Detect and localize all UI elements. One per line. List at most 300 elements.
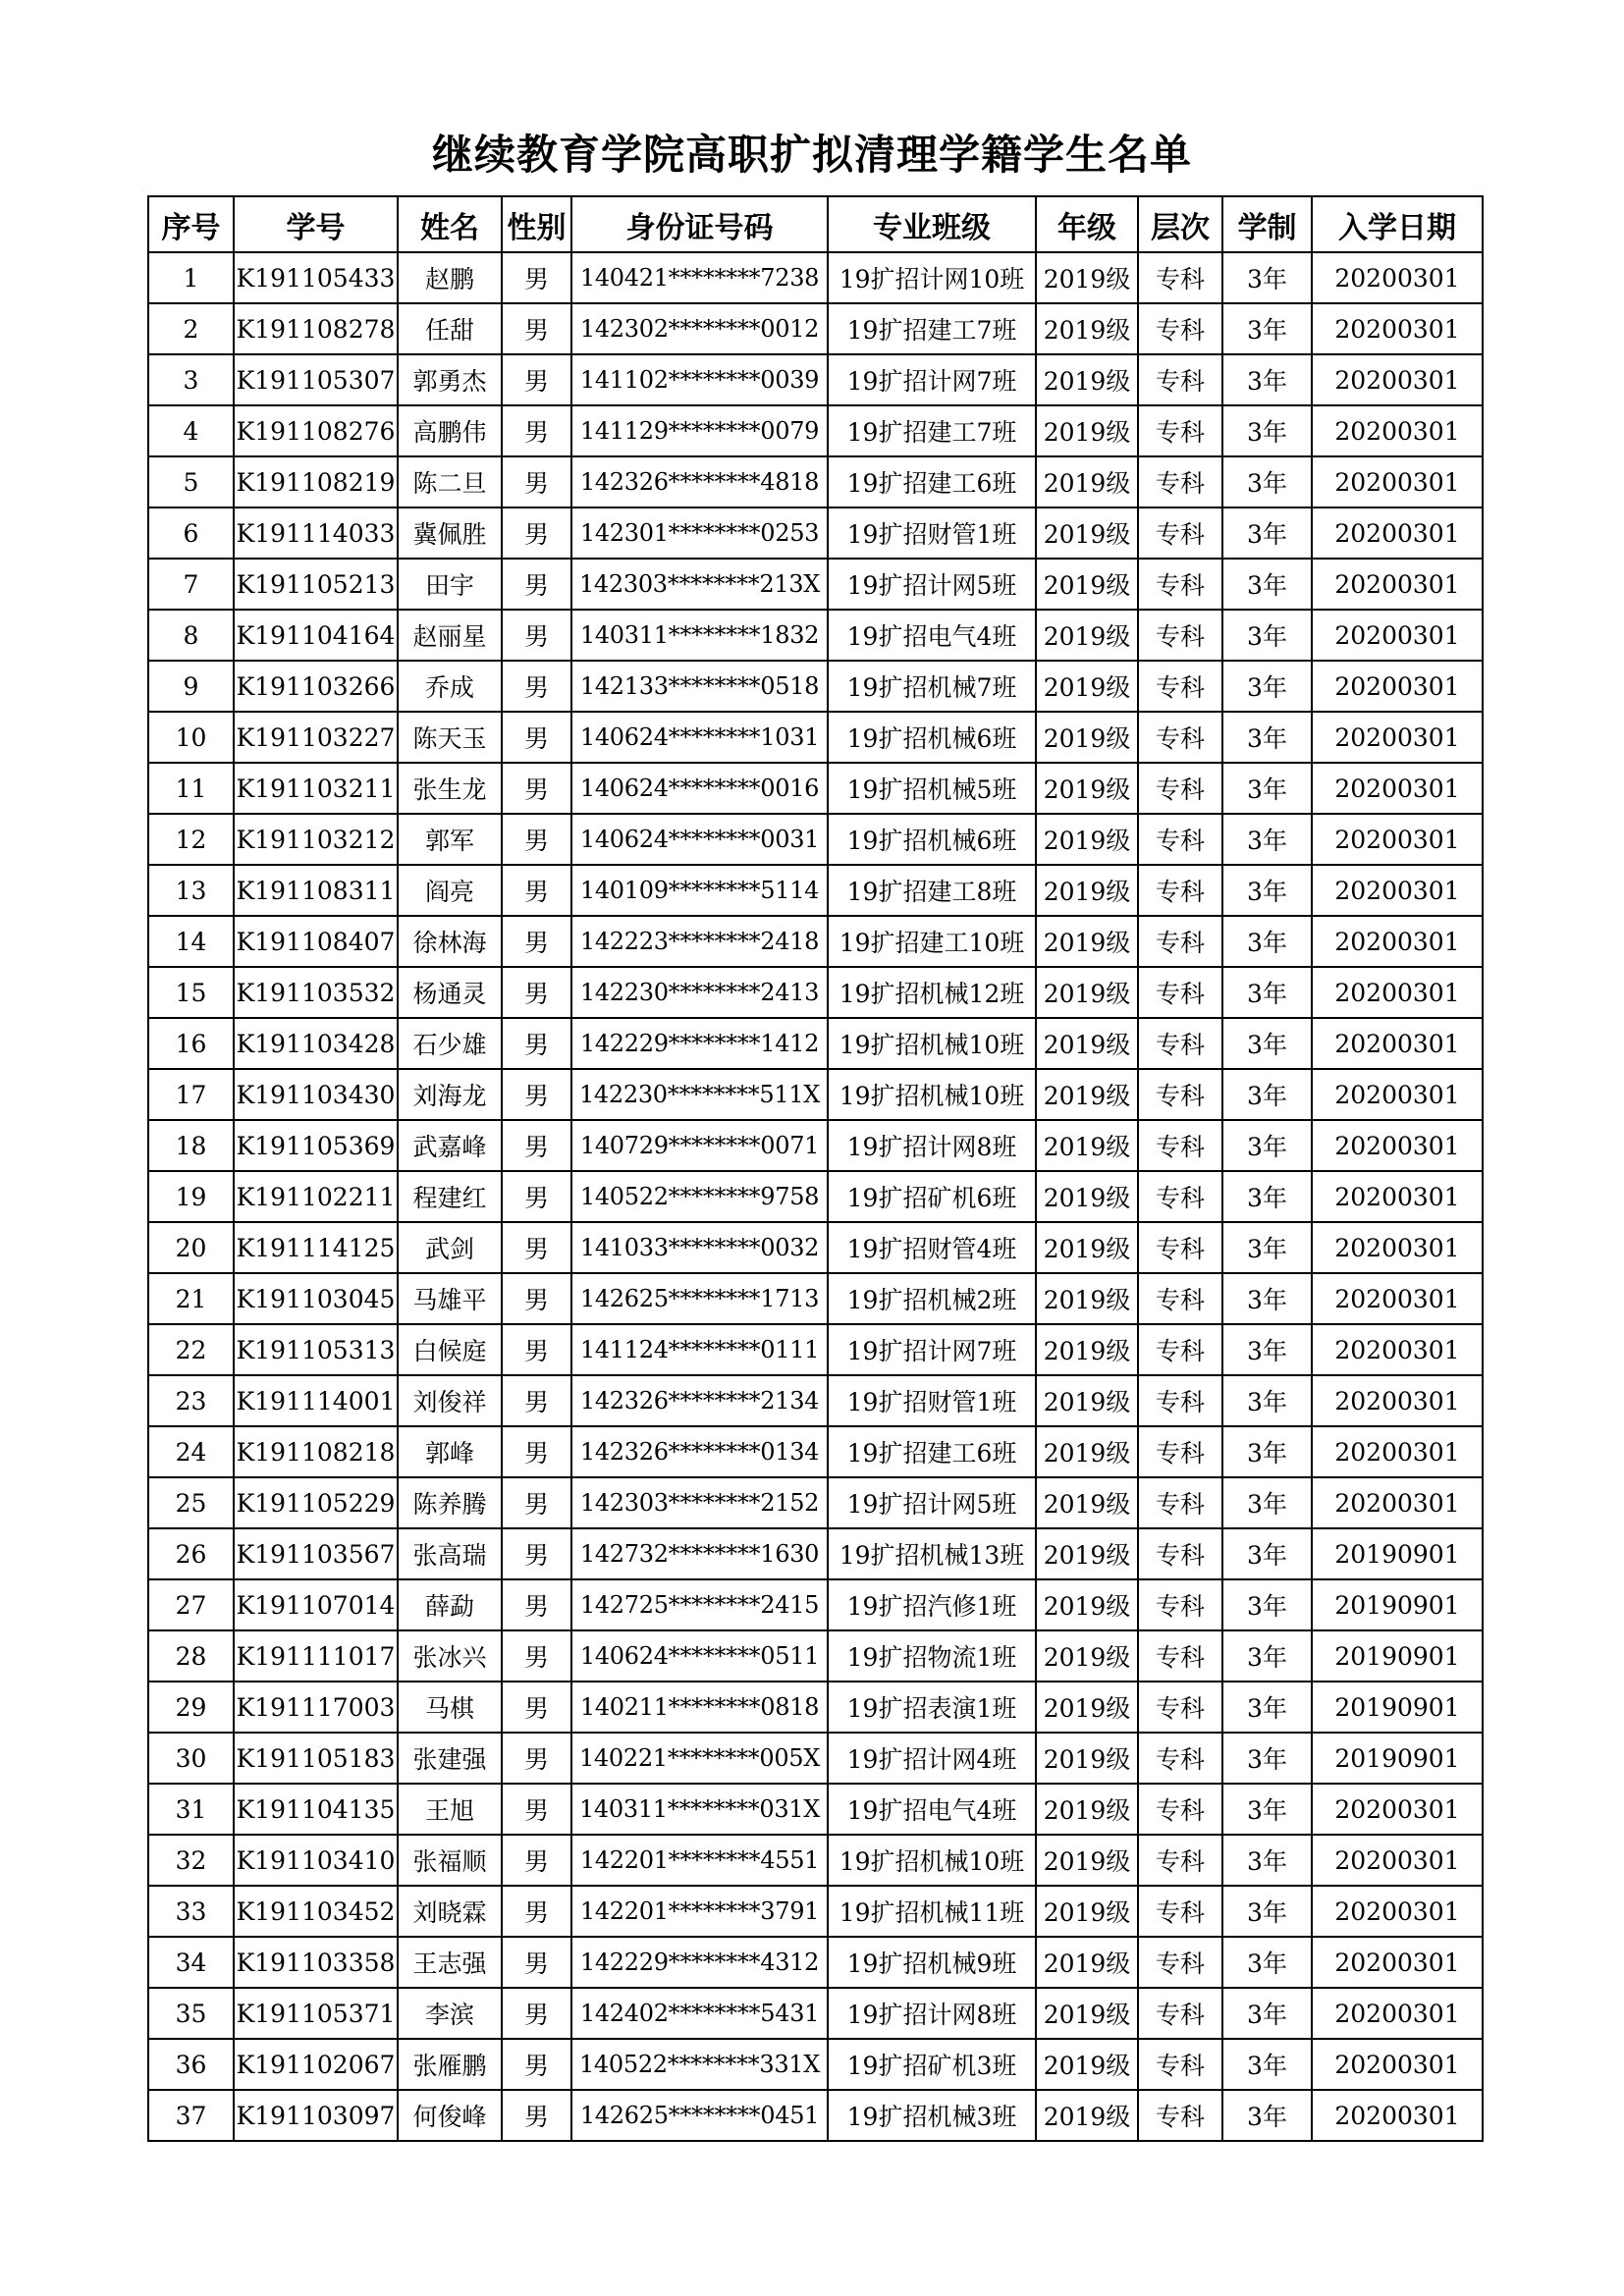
cell-class: 19扩招建工7班 bbox=[828, 405, 1036, 456]
table-row bbox=[148, 1426, 1483, 1477]
cell-gender: 男 bbox=[502, 916, 571, 967]
cell-index: 19 bbox=[148, 1171, 234, 1222]
cell-student-id: K191103358 bbox=[234, 1937, 398, 1988]
cell-student-id: K191108218 bbox=[234, 1426, 398, 1477]
cell-index: 17 bbox=[148, 1069, 234, 1120]
cell-duration: 3年 bbox=[1222, 1171, 1312, 1222]
table-row bbox=[148, 1886, 1483, 1937]
cell-id-card: 140522********9758 bbox=[571, 1171, 828, 1222]
cell-id-card: 140211********0818 bbox=[571, 1682, 828, 1733]
cell-gender: 男 bbox=[502, 814, 571, 865]
cell-index: 37 bbox=[148, 2090, 234, 2141]
cell-duration: 3年 bbox=[1222, 252, 1312, 303]
cell-gender: 男 bbox=[502, 1273, 571, 1324]
cell-index: 18 bbox=[148, 1120, 234, 1171]
cell-duration: 3年 bbox=[1222, 1069, 1312, 1120]
cell-duration: 3年 bbox=[1222, 1477, 1312, 1528]
table-row bbox=[148, 1630, 1483, 1682]
table-row bbox=[148, 661, 1483, 712]
cell-id-card: 142230********511X bbox=[571, 1069, 828, 1120]
cell-grade: 2019级 bbox=[1036, 1630, 1138, 1682]
cell-student-id: K191102067 bbox=[234, 2039, 398, 2090]
cell-id-card: 140624********0511 bbox=[571, 1630, 828, 1682]
cell-index: 15 bbox=[148, 967, 234, 1018]
cell-level: 专科 bbox=[1138, 1426, 1222, 1477]
cell-name: 石少雄 bbox=[398, 1018, 502, 1069]
cell-id-card: 142326********4818 bbox=[571, 456, 828, 507]
cell-class: 19扩招机械10班 bbox=[828, 1018, 1036, 1069]
cell-id-card: 142326********2134 bbox=[571, 1375, 828, 1426]
cell-grade: 2019级 bbox=[1036, 559, 1138, 610]
cell-student-id: K191108278 bbox=[234, 303, 398, 354]
cell-student-id: K191103567 bbox=[234, 1528, 398, 1579]
cell-grade: 2019级 bbox=[1036, 1733, 1138, 1784]
cell-duration: 3年 bbox=[1222, 1018, 1312, 1069]
cell-level: 专科 bbox=[1138, 814, 1222, 865]
cell-index: 2 bbox=[148, 303, 234, 354]
cell-level: 专科 bbox=[1138, 1324, 1222, 1375]
table-row bbox=[148, 1682, 1483, 1733]
cell-student-id: K191103532 bbox=[234, 967, 398, 1018]
cell-gender: 男 bbox=[502, 1426, 571, 1477]
column-header-gender: 性别 bbox=[502, 196, 571, 252]
cell-grade: 2019级 bbox=[1036, 1579, 1138, 1630]
cell-name: 薛勐 bbox=[398, 1579, 502, 1630]
table-row bbox=[148, 916, 1483, 967]
cell-gender: 男 bbox=[502, 865, 571, 916]
cell-index: 1 bbox=[148, 252, 234, 303]
cell-grade: 2019级 bbox=[1036, 1477, 1138, 1528]
cell-duration: 3年 bbox=[1222, 1324, 1312, 1375]
table-row bbox=[148, 1835, 1483, 1886]
cell-gender: 男 bbox=[502, 559, 571, 610]
cell-student-id: K191103097 bbox=[234, 2090, 398, 2141]
cell-index: 9 bbox=[148, 661, 234, 712]
cell-enroll-date: 20200301 bbox=[1312, 559, 1483, 610]
column-header-duration: 学制 bbox=[1222, 196, 1312, 252]
cell-grade: 2019级 bbox=[1036, 1375, 1138, 1426]
cell-name: 武剑 bbox=[398, 1222, 502, 1273]
cell-id-card: 140522********331X bbox=[571, 2039, 828, 2090]
cell-grade: 2019级 bbox=[1036, 1784, 1138, 1835]
cell-class: 19扩招电气4班 bbox=[828, 610, 1036, 661]
cell-name: 郭峰 bbox=[398, 1426, 502, 1477]
page-title: 继续教育学院高职扩拟清理学籍学生名单 bbox=[431, 131, 1192, 179]
cell-student-id: K191103410 bbox=[234, 1835, 398, 1886]
cell-class: 19扩招机械9班 bbox=[828, 1937, 1036, 1988]
cell-duration: 3年 bbox=[1222, 712, 1312, 763]
cell-student-id: K191107014 bbox=[234, 1579, 398, 1630]
cell-duration: 3年 bbox=[1222, 1579, 1312, 1630]
cell-student-id: K191117003 bbox=[234, 1682, 398, 1733]
cell-grade: 2019级 bbox=[1036, 1886, 1138, 1937]
cell-grade: 2019级 bbox=[1036, 405, 1138, 456]
cell-index: 26 bbox=[148, 1528, 234, 1579]
cell-level: 专科 bbox=[1138, 1988, 1222, 2039]
cell-gender: 男 bbox=[502, 507, 571, 559]
cell-enroll-date: 20200301 bbox=[1312, 1069, 1483, 1120]
cell-level: 专科 bbox=[1138, 2039, 1222, 2090]
cell-level: 专科 bbox=[1138, 1375, 1222, 1426]
cell-class: 19扩招计网4班 bbox=[828, 1733, 1036, 1784]
cell-duration: 3年 bbox=[1222, 1988, 1312, 2039]
table-row bbox=[148, 1733, 1483, 1784]
cell-level: 专科 bbox=[1138, 1273, 1222, 1324]
cell-grade: 2019级 bbox=[1036, 1835, 1138, 1886]
cell-level: 专科 bbox=[1138, 712, 1222, 763]
cell-duration: 3年 bbox=[1222, 1886, 1312, 1937]
cell-student-id: K191111017 bbox=[234, 1630, 398, 1682]
cell-gender: 男 bbox=[502, 252, 571, 303]
cell-level: 专科 bbox=[1138, 1477, 1222, 1528]
cell-grade: 2019级 bbox=[1036, 1222, 1138, 1273]
cell-level: 专科 bbox=[1138, 1069, 1222, 1120]
cell-duration: 3年 bbox=[1222, 1682, 1312, 1733]
cell-class: 19扩招表演1班 bbox=[828, 1682, 1036, 1733]
cell-duration: 3年 bbox=[1222, 354, 1312, 405]
cell-class: 19扩招机械2班 bbox=[828, 1273, 1036, 1324]
cell-class: 19扩招财管4班 bbox=[828, 1222, 1036, 1273]
cell-index: 16 bbox=[148, 1018, 234, 1069]
cell-gender: 男 bbox=[502, 1630, 571, 1682]
cell-student-id: K191103045 bbox=[234, 1273, 398, 1324]
table-row bbox=[148, 303, 1483, 354]
cell-duration: 3年 bbox=[1222, 559, 1312, 610]
cell-index: 22 bbox=[148, 1324, 234, 1375]
cell-id-card: 142326********0134 bbox=[571, 1426, 828, 1477]
cell-id-card: 140421********7238 bbox=[571, 252, 828, 303]
cell-name: 马雄平 bbox=[398, 1273, 502, 1324]
table-row bbox=[148, 1120, 1483, 1171]
cell-duration: 3年 bbox=[1222, 303, 1312, 354]
cell-name: 冀佩胜 bbox=[398, 507, 502, 559]
cell-class: 19扩招机械5班 bbox=[828, 763, 1036, 814]
cell-class: 19扩招建工6班 bbox=[828, 456, 1036, 507]
cell-class: 19扩招计网5班 bbox=[828, 1477, 1036, 1528]
table-row bbox=[148, 507, 1483, 559]
cell-student-id: K191105229 bbox=[234, 1477, 398, 1528]
cell-gender: 男 bbox=[502, 354, 571, 405]
cell-id-card: 142223********2418 bbox=[571, 916, 828, 967]
column-header-id-card: 身份证号码 bbox=[571, 196, 828, 252]
cell-student-id: K191105213 bbox=[234, 559, 398, 610]
cell-index: 36 bbox=[148, 2039, 234, 2090]
cell-enroll-date: 20200301 bbox=[1312, 1222, 1483, 1273]
cell-index: 24 bbox=[148, 1426, 234, 1477]
cell-level: 专科 bbox=[1138, 1630, 1222, 1682]
cell-duration: 3年 bbox=[1222, 405, 1312, 456]
cell-grade: 2019级 bbox=[1036, 1426, 1138, 1477]
cell-grade: 2019级 bbox=[1036, 763, 1138, 814]
cell-enroll-date: 20200301 bbox=[1312, 252, 1483, 303]
cell-grade: 2019级 bbox=[1036, 814, 1138, 865]
cell-enroll-date: 20200301 bbox=[1312, 354, 1483, 405]
cell-gender: 男 bbox=[502, 303, 571, 354]
cell-student-id: K191105369 bbox=[234, 1120, 398, 1171]
cell-gender: 男 bbox=[502, 1835, 571, 1886]
table-row bbox=[148, 712, 1483, 763]
cell-index: 29 bbox=[148, 1682, 234, 1733]
cell-name: 张建强 bbox=[398, 1733, 502, 1784]
table-row bbox=[148, 1069, 1483, 1120]
table-body bbox=[148, 252, 1483, 2141]
cell-enroll-date: 20200301 bbox=[1312, 1120, 1483, 1171]
cell-index: 4 bbox=[148, 405, 234, 456]
cell-grade: 2019级 bbox=[1036, 252, 1138, 303]
cell-id-card: 142201********3791 bbox=[571, 1886, 828, 1937]
cell-student-id: K191104135 bbox=[234, 1784, 398, 1835]
cell-id-card: 142229********1412 bbox=[571, 1018, 828, 1069]
table-row bbox=[148, 2039, 1483, 2090]
cell-name: 陈养腾 bbox=[398, 1477, 502, 1528]
cell-student-id: K191108311 bbox=[234, 865, 398, 916]
cell-gender: 男 bbox=[502, 1886, 571, 1937]
cell-name: 刘晓霖 bbox=[398, 1886, 502, 1937]
cell-name: 张冰兴 bbox=[398, 1630, 502, 1682]
table-row bbox=[148, 865, 1483, 916]
cell-student-id: K191103212 bbox=[234, 814, 398, 865]
cell-level: 专科 bbox=[1138, 763, 1222, 814]
cell-class: 19扩招机械10班 bbox=[828, 1835, 1036, 1886]
cell-gender: 男 bbox=[502, 1477, 571, 1528]
cell-class: 19扩招建工8班 bbox=[828, 865, 1036, 916]
cell-gender: 男 bbox=[502, 712, 571, 763]
table-row bbox=[148, 1937, 1483, 1988]
cell-gender: 男 bbox=[502, 456, 571, 507]
cell-index: 33 bbox=[148, 1886, 234, 1937]
cell-gender: 男 bbox=[502, 2039, 571, 2090]
cell-class: 19扩招矿机3班 bbox=[828, 2039, 1036, 2090]
column-header-level: 层次 bbox=[1138, 196, 1222, 252]
cell-name: 杨通灵 bbox=[398, 967, 502, 1018]
cell-name: 郭勇杰 bbox=[398, 354, 502, 405]
cell-duration: 3年 bbox=[1222, 1222, 1312, 1273]
cell-duration: 3年 bbox=[1222, 610, 1312, 661]
cell-index: 20 bbox=[148, 1222, 234, 1273]
cell-student-id: K191108407 bbox=[234, 916, 398, 967]
table-row bbox=[148, 1988, 1483, 2039]
cell-index: 27 bbox=[148, 1579, 234, 1630]
cell-enroll-date: 20200301 bbox=[1312, 1375, 1483, 1426]
cell-enroll-date: 20200301 bbox=[1312, 1988, 1483, 2039]
cell-class: 19扩招计网5班 bbox=[828, 559, 1036, 610]
cell-index: 8 bbox=[148, 610, 234, 661]
table-row bbox=[148, 1528, 1483, 1579]
cell-enroll-date: 20200301 bbox=[1312, 865, 1483, 916]
cell-id-card: 141102********0039 bbox=[571, 354, 828, 405]
cell-student-id: K191104164 bbox=[234, 610, 398, 661]
cell-enroll-date: 20200301 bbox=[1312, 967, 1483, 1018]
cell-gender: 男 bbox=[502, 1222, 571, 1273]
cell-id-card: 142725********2415 bbox=[571, 1579, 828, 1630]
cell-gender: 男 bbox=[502, 1937, 571, 1988]
cell-enroll-date: 20200301 bbox=[1312, 763, 1483, 814]
cell-grade: 2019级 bbox=[1036, 456, 1138, 507]
cell-grade: 2019级 bbox=[1036, 967, 1138, 1018]
cell-index: 34 bbox=[148, 1937, 234, 1988]
cell-level: 专科 bbox=[1138, 1784, 1222, 1835]
cell-id-card: 141129********0079 bbox=[571, 405, 828, 456]
cell-enroll-date: 20200301 bbox=[1312, 1835, 1483, 1886]
cell-index: 30 bbox=[148, 1733, 234, 1784]
cell-id-card: 140311********031X bbox=[571, 1784, 828, 1835]
cell-level: 专科 bbox=[1138, 967, 1222, 1018]
cell-name: 武嘉峰 bbox=[398, 1120, 502, 1171]
cell-name: 任甜 bbox=[398, 303, 502, 354]
cell-level: 专科 bbox=[1138, 1018, 1222, 1069]
cell-enroll-date: 20200301 bbox=[1312, 1477, 1483, 1528]
cell-duration: 3年 bbox=[1222, 456, 1312, 507]
cell-id-card: 140624********0016 bbox=[571, 763, 828, 814]
cell-level: 专科 bbox=[1138, 916, 1222, 967]
cell-class: 19扩招计网8班 bbox=[828, 1988, 1036, 2039]
cell-gender: 男 bbox=[502, 1171, 571, 1222]
cell-index: 32 bbox=[148, 1835, 234, 1886]
cell-duration: 3年 bbox=[1222, 1630, 1312, 1682]
cell-duration: 3年 bbox=[1222, 661, 1312, 712]
cell-enroll-date: 20200301 bbox=[1312, 303, 1483, 354]
cell-name: 王旭 bbox=[398, 1784, 502, 1835]
cell-name: 张雁鹏 bbox=[398, 2039, 502, 2090]
cell-name: 田宇 bbox=[398, 559, 502, 610]
column-header-enroll-date: 入学日期 bbox=[1312, 196, 1483, 252]
cell-duration: 3年 bbox=[1222, 2039, 1312, 2090]
cell-class: 19扩招财管1班 bbox=[828, 507, 1036, 559]
cell-id-card: 142133********0518 bbox=[571, 661, 828, 712]
table-row bbox=[148, 2090, 1483, 2141]
cell-grade: 2019级 bbox=[1036, 1988, 1138, 2039]
cell-class: 19扩招机械6班 bbox=[828, 814, 1036, 865]
cell-index: 12 bbox=[148, 814, 234, 865]
cell-level: 专科 bbox=[1138, 252, 1222, 303]
cell-level: 专科 bbox=[1138, 1120, 1222, 1171]
cell-enroll-date: 20200301 bbox=[1312, 507, 1483, 559]
cell-grade: 2019级 bbox=[1036, 1324, 1138, 1375]
cell-class: 19扩招财管1班 bbox=[828, 1375, 1036, 1426]
table-row bbox=[148, 1784, 1483, 1835]
table-header-row bbox=[148, 196, 1483, 252]
column-header-student-id: 学号 bbox=[234, 196, 398, 252]
cell-enroll-date: 20200301 bbox=[1312, 1324, 1483, 1375]
cell-gender: 男 bbox=[502, 1784, 571, 1835]
table-row bbox=[148, 405, 1483, 456]
cell-enroll-date: 20190901 bbox=[1312, 1579, 1483, 1630]
cell-class: 19扩招机械7班 bbox=[828, 661, 1036, 712]
cell-duration: 3年 bbox=[1222, 916, 1312, 967]
cell-enroll-date: 20200301 bbox=[1312, 1886, 1483, 1937]
cell-gender: 男 bbox=[502, 1988, 571, 2039]
cell-grade: 2019级 bbox=[1036, 1069, 1138, 1120]
cell-gender: 男 bbox=[502, 1375, 571, 1426]
cell-duration: 3年 bbox=[1222, 967, 1312, 1018]
cell-index: 35 bbox=[148, 1988, 234, 2039]
cell-student-id: K191105307 bbox=[234, 354, 398, 405]
table-row bbox=[148, 1273, 1483, 1324]
cell-level: 专科 bbox=[1138, 1886, 1222, 1937]
cell-id-card: 142301********0253 bbox=[571, 507, 828, 559]
table-row bbox=[148, 610, 1483, 661]
cell-level: 专科 bbox=[1138, 2090, 1222, 2141]
cell-id-card: 142230********2413 bbox=[571, 967, 828, 1018]
cell-level: 专科 bbox=[1138, 865, 1222, 916]
cell-name: 何俊峰 bbox=[398, 2090, 502, 2141]
cell-student-id: K191105371 bbox=[234, 1988, 398, 2039]
cell-enroll-date: 20200301 bbox=[1312, 814, 1483, 865]
cell-name: 徐林海 bbox=[398, 916, 502, 967]
cell-name: 王志强 bbox=[398, 1937, 502, 1988]
cell-grade: 2019级 bbox=[1036, 507, 1138, 559]
cell-index: 10 bbox=[148, 712, 234, 763]
cell-id-card: 141033********0032 bbox=[571, 1222, 828, 1273]
cell-gender: 男 bbox=[502, 1069, 571, 1120]
cell-gender: 男 bbox=[502, 1733, 571, 1784]
cell-gender: 男 bbox=[502, 661, 571, 712]
cell-index: 7 bbox=[148, 559, 234, 610]
table-row bbox=[148, 1018, 1483, 1069]
cell-id-card: 140729********0071 bbox=[571, 1120, 828, 1171]
cell-id-card: 142625********0451 bbox=[571, 2090, 828, 2141]
cell-level: 专科 bbox=[1138, 559, 1222, 610]
cell-duration: 3年 bbox=[1222, 507, 1312, 559]
cell-name: 乔成 bbox=[398, 661, 502, 712]
cell-level: 专科 bbox=[1138, 1528, 1222, 1579]
cell-id-card: 140624********0031 bbox=[571, 814, 828, 865]
cell-name: 赵丽星 bbox=[398, 610, 502, 661]
cell-gender: 男 bbox=[502, 967, 571, 1018]
cell-class: 19扩招建工7班 bbox=[828, 303, 1036, 354]
cell-enroll-date: 20200301 bbox=[1312, 2090, 1483, 2141]
cell-student-id: K191108276 bbox=[234, 405, 398, 456]
cell-name: 刘海龙 bbox=[398, 1069, 502, 1120]
cell-gender: 男 bbox=[502, 1324, 571, 1375]
cell-gender: 男 bbox=[502, 1528, 571, 1579]
column-header-index: 序号 bbox=[148, 196, 234, 252]
cell-name: 马棋 bbox=[398, 1682, 502, 1733]
cell-enroll-date: 20200301 bbox=[1312, 661, 1483, 712]
cell-id-card: 142201********4551 bbox=[571, 1835, 828, 1886]
cell-grade: 2019级 bbox=[1036, 303, 1138, 354]
cell-duration: 3年 bbox=[1222, 1273, 1312, 1324]
cell-id-card: 142303********2152 bbox=[571, 1477, 828, 1528]
cell-index: 28 bbox=[148, 1630, 234, 1682]
cell-duration: 3年 bbox=[1222, 1835, 1312, 1886]
cell-level: 专科 bbox=[1138, 661, 1222, 712]
column-header-grade: 年级 bbox=[1036, 196, 1138, 252]
cell-level: 专科 bbox=[1138, 610, 1222, 661]
cell-duration: 3年 bbox=[1222, 814, 1312, 865]
cell-grade: 2019级 bbox=[1036, 354, 1138, 405]
cell-student-id: K191105313 bbox=[234, 1324, 398, 1375]
cell-index: 31 bbox=[148, 1784, 234, 1835]
cell-id-card: 142625********1713 bbox=[571, 1273, 828, 1324]
cell-grade: 2019级 bbox=[1036, 1273, 1138, 1324]
cell-class: 19扩招汽修1班 bbox=[828, 1579, 1036, 1630]
cell-index: 14 bbox=[148, 916, 234, 967]
cell-name: 陈天玉 bbox=[398, 712, 502, 763]
table-row bbox=[148, 559, 1483, 610]
cell-enroll-date: 20200301 bbox=[1312, 2039, 1483, 2090]
table-row bbox=[148, 1579, 1483, 1630]
cell-id-card: 140109********5114 bbox=[571, 865, 828, 916]
cell-enroll-date: 20200301 bbox=[1312, 1171, 1483, 1222]
cell-level: 专科 bbox=[1138, 354, 1222, 405]
cell-student-id: K191105183 bbox=[234, 1733, 398, 1784]
cell-class: 19扩招矿机6班 bbox=[828, 1171, 1036, 1222]
cell-level: 专科 bbox=[1138, 1682, 1222, 1733]
cell-student-id: K191103428 bbox=[234, 1018, 398, 1069]
cell-gender: 男 bbox=[502, 1120, 571, 1171]
table-row bbox=[148, 1324, 1483, 1375]
